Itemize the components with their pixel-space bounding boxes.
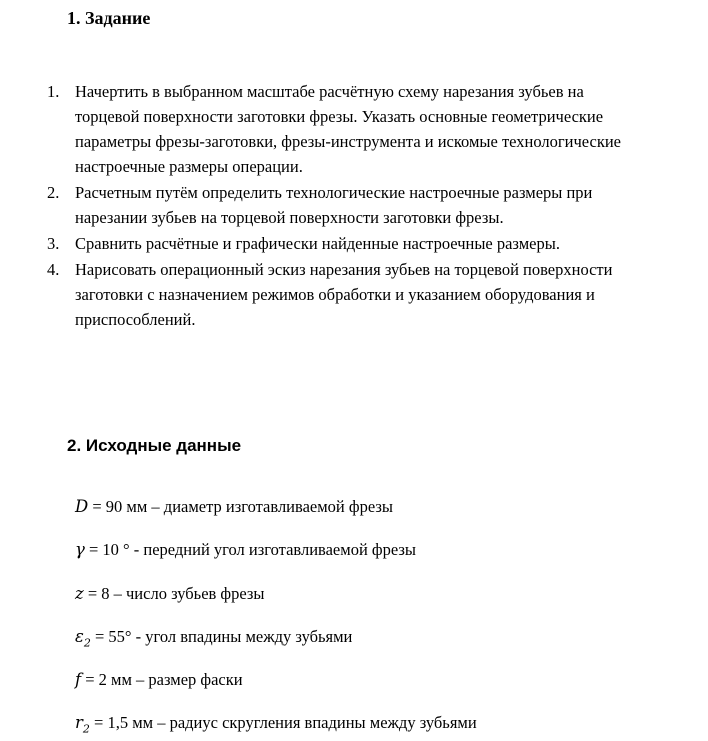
section2-heading: 2. Исходные данные <box>67 436 242 455</box>
param-text: = 55° - угол впадины между зубьями <box>90 626 353 646</box>
param-text: = 2 мм – размер фаски <box>81 670 243 690</box>
param-subscript: 2 <box>83 636 91 650</box>
param-row <box>75 669 642 697</box>
param-symbol: γ <box>75 540 85 560</box>
param-symbol: r <box>75 713 83 733</box>
param-symbol: z <box>75 583 84 603</box>
param-symbol: D <box>75 497 89 516</box>
task-number: 1. <box>47 82 60 101</box>
task-text: Сравнить расчётные и графически найденные настроечные размеры. <box>75 234 560 253</box>
param-symbol: ε <box>75 626 84 646</box>
param-text: = 90 мм – диаметр изготавливаемой фрезы <box>88 497 393 516</box>
param-row <box>75 496 642 524</box>
task-item <box>47 257 642 332</box>
params-list <box>75 496 642 741</box>
task-text: Начертить в выбранном масштабе расчётную схему нарезания зубьев на торцевой поверхности заготовки фрезы. Указать основные геометрические параметры фрезы-заготовки, фрезы-инструмента и искомые технологические настроечные размеры операции. <box>75 82 622 176</box>
task-list <box>47 79 642 332</box>
task-number: 2. <box>47 183 60 202</box>
task-item <box>47 180 642 230</box>
task-number: 3. <box>47 234 60 253</box>
param-text: = 8 – число зубьев фрезы <box>83 583 265 603</box>
param-row <box>75 626 642 654</box>
param-row <box>75 712 642 740</box>
section1-heading: 1. Задание <box>67 8 151 28</box>
task-text: Нарисовать операционный эскиз нарезания зубьев на торцевой поверхности заготовки с назначением режимов обработки и указанием оборудования и приспособлений. <box>75 260 613 329</box>
task-item <box>47 79 642 179</box>
param-subscript: 2 <box>82 722 90 736</box>
param-row <box>75 583 642 611</box>
section2 <box>47 436 642 741</box>
param-symbol: f <box>75 670 82 690</box>
task-number: 4. <box>47 260 60 279</box>
task-text: Расчетным путём определить технологические настроечные размеры при нарезании зубьев на торцевой поверхности заготовки фрезы. <box>75 183 593 227</box>
task-item <box>47 231 642 256</box>
param-text: = 1,5 мм – радиус скругления впадины между зубьями <box>89 713 477 733</box>
param-text: = 10 ° - передний угол изготавливаемой фрезы <box>84 540 416 560</box>
param-row <box>75 539 642 567</box>
